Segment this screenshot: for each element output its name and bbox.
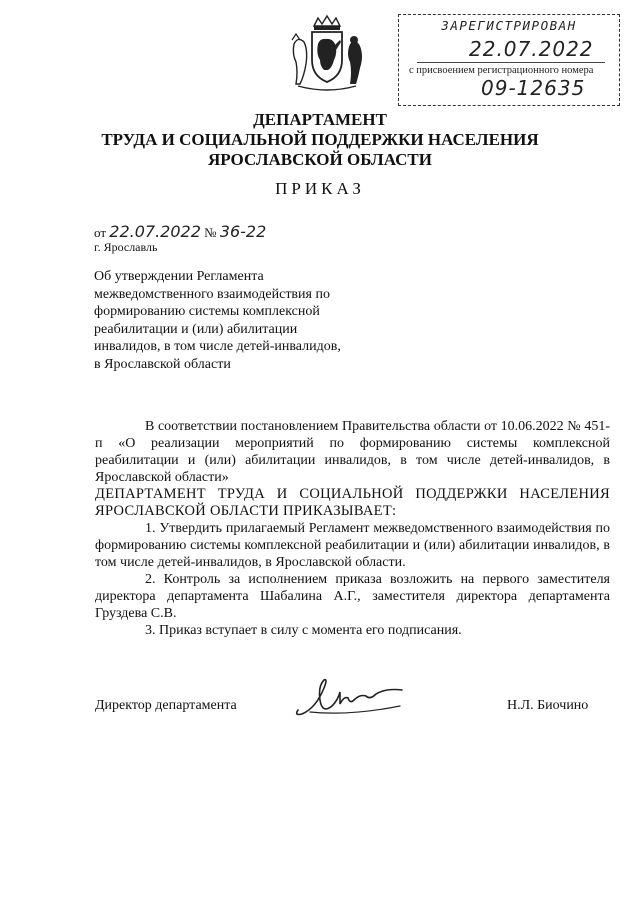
handwritten-signature [290, 670, 410, 722]
order-subject: Об утверждении Регламента межведомственного взаимодействия по формированию системы комплексной реабилитации и (или) абилитации инвалидов, в том числе детей-инвалидов, в Ярославской области [94, 269, 341, 372]
date-prefix: от [94, 225, 107, 240]
document-type-title: ПРИКАЗ [275, 179, 365, 198]
signatory-role: Директор департамента [95, 698, 237, 713]
registration-stamp [398, 14, 620, 106]
orders-line: ДЕПАРТАМЕНТ ТРУДА И СОЦИАЛЬНОЙ ПОДДЕРЖКИ НАСЕЛЕНИЯ ЯРОСЛАВСКОЙ ОБЛАСТИ ПРИКАЗЫВАЕТ: [95, 486, 610, 519]
stamp-title: ЗАРЕГИСТРИРОВАН [441, 18, 577, 33]
stamp-underline [417, 62, 605, 63]
order-body [95, 418, 610, 639]
preamble-paragraph: В соответствии постановлением Правительства области от 10.06.2022 № 451-п «О реализации мероприятий по формированию системы комплексной реабилитации и (или) абилитации инвалидов, в том числе детей-инвалидов, в Ярославской области» [95, 419, 610, 485]
stamp-date: 22.07.2022 [469, 37, 594, 61]
header-line-3: ЯРОСЛАВСКОЙ ОБЛАСТИ [208, 150, 432, 169]
order-date-row [94, 222, 266, 241]
order-item-1: 1. Утвердить прилагаемый Регламент межведомственного взаимодействия по формированию системы комплексной реабилитации и (или) абилитации инвалидов, в том числе детей-инвалидов, в Ярославской области. [95, 521, 610, 570]
city: г. Ярославль [94, 240, 158, 254]
order-date: 22.07.2022 [109, 222, 201, 241]
stamp-caption: с присвоением регистрационного номера [409, 65, 594, 76]
coat-of-arms-emblem [284, 14, 370, 100]
header-line-1: ДЕПАРТАМЕНТ [253, 110, 387, 129]
order-item-2: 2. Контроль за исполнением приказа возложить на первого заместителя директора департамента Шабалина А.Г., заместителя директора департамента Груздева С.В. [95, 572, 610, 621]
department-header [0, 110, 640, 170]
signatory-name: Н.Л. Биочино [507, 698, 589, 713]
order-number: 36-22 [219, 222, 267, 241]
header-line-2: ТРУДА И СОЦИАЛЬНОЙ ПОДДЕРЖКИ НАСЕЛЕНИЯ [101, 130, 539, 149]
order-item-3: 3. Приказ вступает в силу с момента его подписания. [145, 623, 462, 638]
number-sign: № [204, 225, 217, 240]
stamp-number: 09-12635 [481, 76, 586, 100]
